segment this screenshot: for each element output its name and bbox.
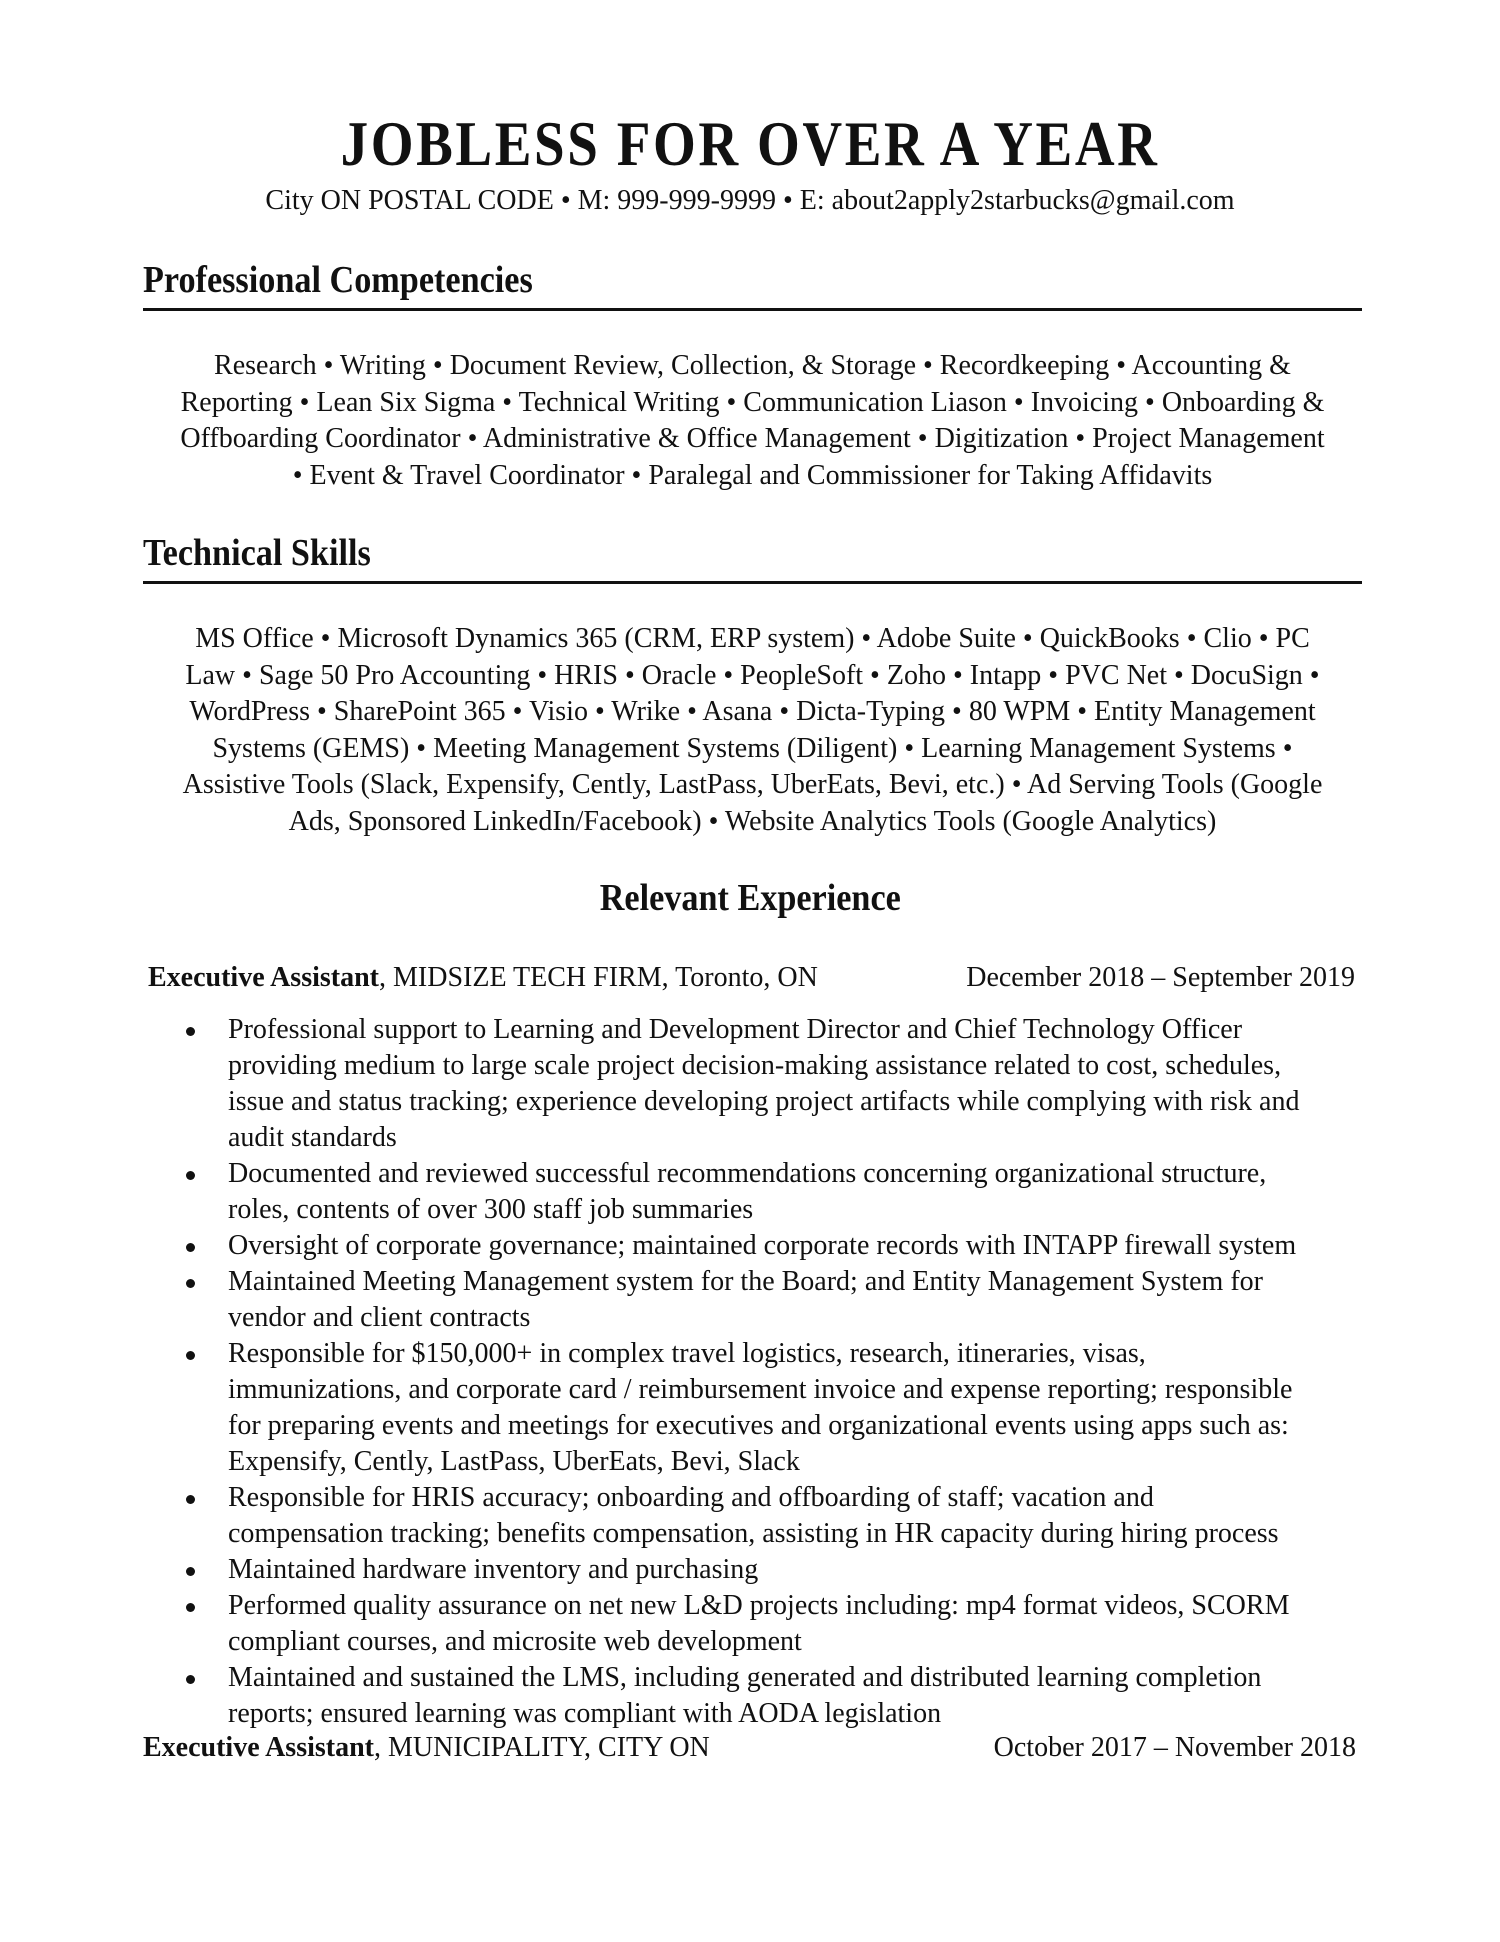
bullet-icon [186, 1027, 195, 1036]
job-title-employer [143, 1730, 710, 1766]
candidate-name-text: JOBLESS FOR OVER A YEAR [340, 108, 1160, 179]
bullet-line: Responsible for $150,000+ in complex travel logistics, research, itineraries, visas, [228, 1338, 1146, 1369]
bullet-line: Maintained Meeting Management system for the Board; and Entity Management System for [228, 1266, 1263, 1297]
experience-heading-text: Relevant Experience [599, 877, 901, 919]
bullet-item [180, 1264, 1370, 1336]
skills-list [143, 621, 1362, 840]
bullet-line: for preparing events and meetings for executives and organizational events using apps such as: [228, 1410, 1289, 1441]
bullet-icon [186, 1495, 195, 1504]
job-entry-header [143, 1730, 1356, 1766]
job-employer: , MUNICIPALITY, CITY ON [374, 1732, 710, 1763]
bullet-line: Professional support to Learning and Development Director and Chief Technology Officer [228, 1014, 1243, 1045]
job-employer: , MIDSIZE TECH FIRM, Toronto, ON [379, 962, 818, 993]
bullet-icon [186, 1603, 195, 1612]
bullet-icon [186, 1351, 195, 1360]
bullet-line: issue and status tracking; experience developing project artifacts while complying with risk and [228, 1086, 1300, 1117]
bullet-item [180, 1552, 1370, 1588]
job-entry-header [148, 960, 1355, 996]
section-divider [143, 581, 1362, 584]
bullet-item [180, 1012, 1370, 1156]
skills-line: Systems (GEMS) • Meeting Management Systems (Diligent) • Learning Management Systems • [212, 732, 1293, 764]
bullet-line: Responsible for HRIS accuracy; onboarding and offboarding of staff; vacation and [228, 1482, 1154, 1513]
bullet-line: audit standards [228, 1122, 397, 1153]
competencies-line: • Event & Travel Coordinator • Paralegal and Commissioner for Taking Affidavits [292, 459, 1213, 491]
job-dates: October 2017 – November 2018 [993, 1732, 1356, 1763]
bullet-icon [186, 1675, 195, 1684]
bullet-icon [186, 1567, 195, 1576]
bullet-line: Maintained and sustained the LMS, including generated and distributed learning completion [228, 1662, 1262, 1693]
bullet-item [180, 1588, 1370, 1660]
bullet-icon [186, 1279, 195, 1288]
bullet-line: Maintained hardware inventory and purchasing [228, 1554, 759, 1585]
competencies-line: Offboarding Coordinator • Administrative & Office Management • Digitization • Project Management [180, 423, 1325, 454]
bullet-line: Expensify, Cently, LastPass, UberEats, Bevi, Slack [228, 1446, 800, 1477]
experience-heading [0, 876, 1500, 920]
skills-line: WordPress • SharePoint 365 • Visio • Wrike • Asana • Dicta-Typing • 80 WPM • Entity Management [189, 696, 1316, 727]
skills-line: Assistive Tools (Slack, Expensify, Cently, LastPass, UberEats, Bevi, etc.) • Ad Serving Tools (Google [182, 769, 1323, 800]
bullet-line: vendor and client contracts [228, 1302, 531, 1333]
section-divider [143, 308, 1362, 311]
competencies-line: Research • Writing • Document Review, Collection, & Storage • Recordkeeping • Accounting & [214, 350, 1291, 381]
skills-heading [143, 531, 396, 575]
job-bullets [180, 1012, 1370, 1732]
bullet-item [180, 1228, 1370, 1264]
bullet-line: providing medium to large scale project decision-making assistance related to cost, schedules, [228, 1050, 1282, 1081]
bullet-line: compensation tracking; benefits compensation, assisting in HR capacity during hiring process [228, 1518, 1279, 1549]
bullet-line: Documented and reviewed successful recommendations concerning organizational structure, [228, 1158, 1267, 1189]
competencies-heading-text: Professional Competencies [143, 259, 533, 301]
bullet-icon [186, 1243, 195, 1252]
competencies-line: Reporting • Lean Six Sigma • Technical Writing • Communication Liason • Invoicing • Onboarding & [180, 386, 1325, 418]
bullet-line: immunizations, and corporate card / reimbursement invoice and expense reporting; responsible [228, 1374, 1293, 1405]
skills-line: Ads, Sponsored LinkedIn/Facebook) • Website Analytics Tools (Google Analytics) [288, 805, 1217, 837]
bullet-item [180, 1336, 1370, 1480]
skills-line: Law • Sage 50 Pro Accounting • HRIS • Oracle • PeopleSoft • Zoho • Intapp • PVC Net • DocuSign • [185, 659, 1320, 691]
job-dates: December 2018 – September 2019 [966, 962, 1355, 993]
bullet-line: Oversight of corporate governance; maintained corporate records with INTAPP firewall system [228, 1230, 1297, 1261]
job-title-employer [148, 960, 818, 996]
candidate-name [0, 104, 1500, 184]
skills-heading-text: Technical Skills [143, 532, 371, 574]
competencies-heading [143, 258, 576, 302]
bullet-line: reports; ensured learning was compliant with AODA legislation [228, 1698, 942, 1729]
bullet-item [180, 1156, 1370, 1228]
bullet-line: Performed quality assurance on net new L&D projects including: mp4 format videos, SCORM [228, 1590, 1290, 1621]
bullet-icon [186, 1171, 195, 1180]
skills-line: MS Office • Microsoft Dynamics 365 (CRM, ERP system) • Adobe Suite • QuickBooks • Clio • PC [195, 623, 1310, 654]
job-title: Executive Assistant [143, 1732, 374, 1763]
contact-line: City ON POSTAL CODE • M: 999-999-9999 • E: about2apply2starbucks@gmail.com [265, 185, 1235, 216]
bullet-item [180, 1660, 1370, 1732]
competencies-list [143, 348, 1362, 494]
bullet-line: compliant courses, and microsite web development [228, 1626, 802, 1657]
job-title: Executive Assistant [148, 962, 379, 993]
bullet-item [180, 1480, 1370, 1552]
bullet-line: roles, contents of over 300 staff job summaries [228, 1194, 754, 1225]
